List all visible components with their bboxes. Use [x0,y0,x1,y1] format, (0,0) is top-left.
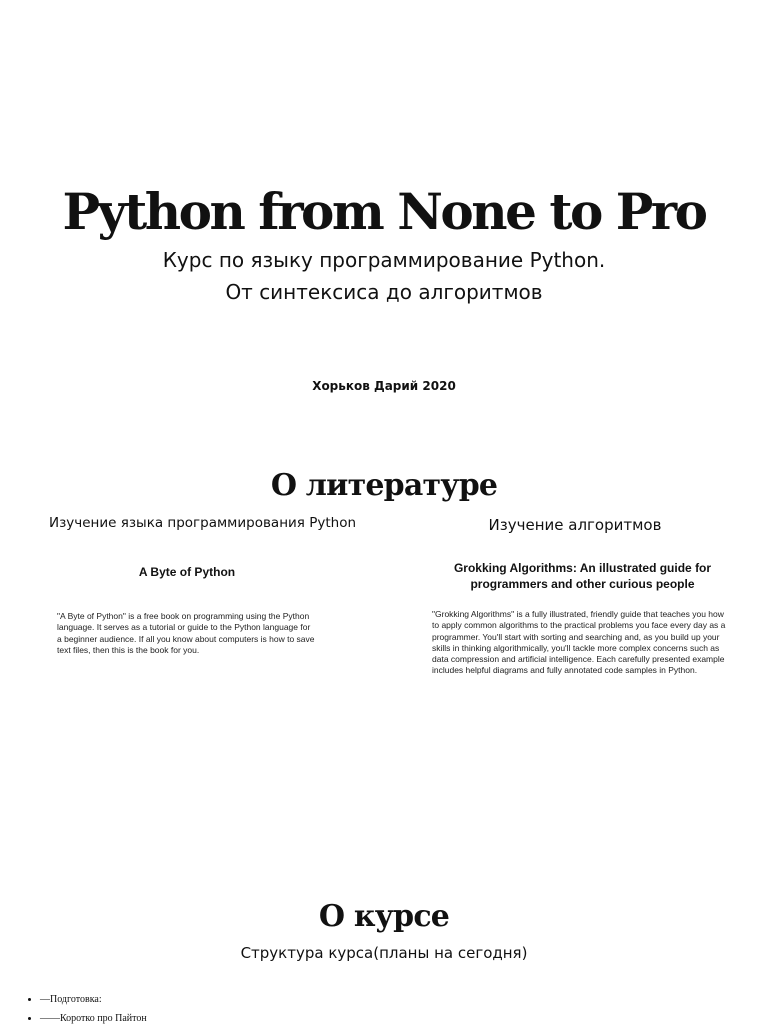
course-section-title: О курсе [318,899,450,934]
byte-of-python-description: "A Byte of Python" is a free book on programming using the Python language. It serves as a tutorial or guide to the Python language for a beginner audience. If all you know about computers is how to save text files, then this is the book for you. [57,611,315,655]
byte-of-python-title: A Byte of Python [138,565,236,579]
literature-section-title: О литературе [270,468,498,503]
plan-list-item: • —Подготовка: [40,990,147,1009]
grokking-algorithms-description: "Grokking Algorithms" is a fully illustrated, friendly guide that teaches you how to apply common algorithms to the practical problems you face every day as a programmer. You'll start with sorting and searching and, as you build up your skills in thinking algorithmically, you'll tackle more complex concerns such as data compression and artificial intelligence. Each carefully presented example includes helpful diagrams and fully annotated code samples in Python. [432,609,726,676]
course-plan-list [20,990,147,1028]
subtitle-line-2: От синтексиса до алгоритмов [225,280,543,304]
grokking-algorithms-title: Grokking Algorithms: An illustrated guide for programmers and other curious people [453,561,712,591]
author-line: Хорьков Дарий 2020 [312,379,456,393]
plan-list-item: • ——Коротко про Пайтон [40,1009,147,1028]
algorithms-study-heading: Изучение алгоритмов [488,516,662,534]
document-title: Python from None to Pro [62,182,706,241]
subtitle-line-1: Курс по языку программирование Python. [162,248,606,272]
course-structure-subtitle: Структура курса(планы на сегодня) [240,944,528,962]
python-study-heading: Изучение языка программирования Python [48,515,357,531]
document-subtitle [0,244,768,308]
